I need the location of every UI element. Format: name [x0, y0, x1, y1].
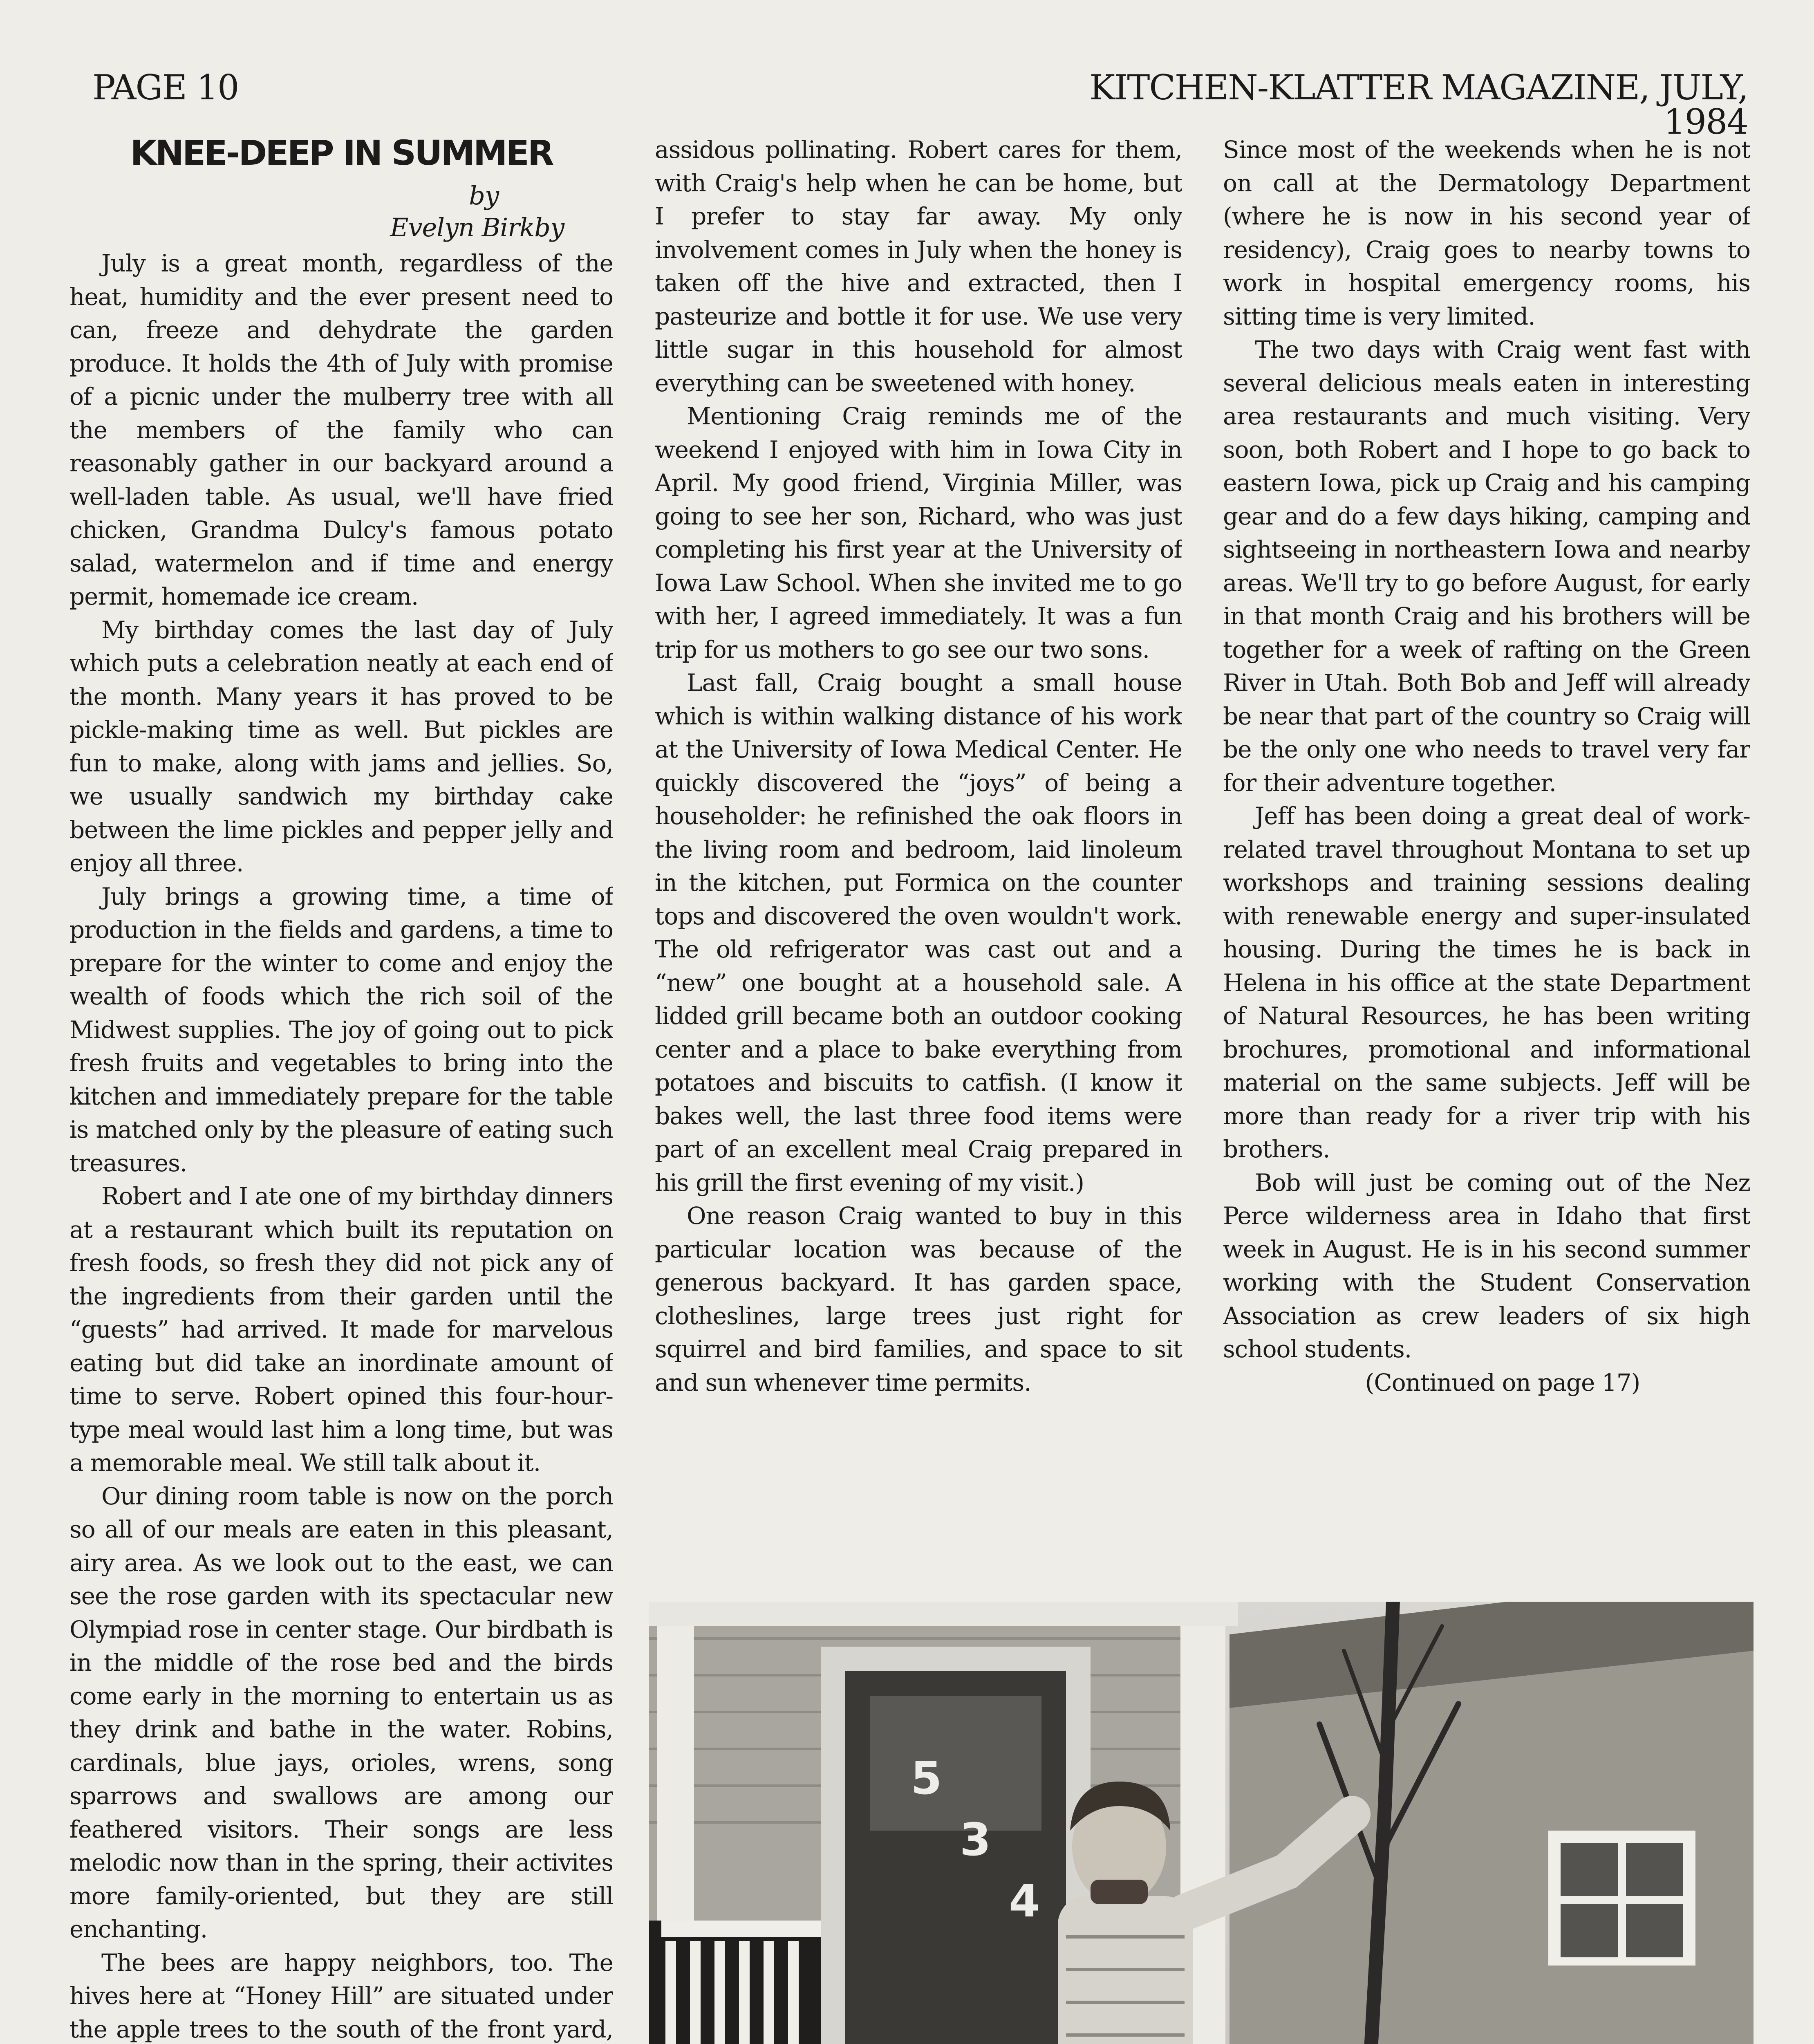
house-photo-illustration	[649, 1602, 1754, 2044]
paragraph: Our dining room table is now on the porch so all of our meals are eaten in this pleasant, airy area. As we look out to the east, we can see the rose garden with its spectacular new Olympiad rose in center stage. Our birdbath is in the middle of the rose bed and the birds come early in the morning to entertain us as they drink and bathe in the water. Robins, cardinals, blue jays, orioles, wrens, song sparrows and swallows are among our feathered visitors. Their songs are less melodic now than in the spring, their activites more family-oriented, but they are still enchanting.	[69, 1482, 613, 1943]
paragraph: The two days with Craig went fast with several delicious meals eaten in interesting area restaurants and much visiting. Very soon, both Robert and I hope to go back to eastern Iowa, pick up Craig and his camping gear and do a few days hiking, camping and sightseeing in northeastern Iowa and nearby areas. We'll try to go before August, for early in that month Craig and his brothers will be together for a week of rafting on the Green River in Utah. Both Bob and Jeff will already be near that part of the country so Craig will be the only one who needs to travel very far for their adventure together.	[1223, 336, 1750, 797]
paragraph: The bees are happy neighbors, too. The hives here at “Honey Hill” are situated under the apple trees to the south of the front yard,	[69, 1948, 613, 2043]
paragraph: July is a great month, regardless of the heat, humidity and the ever present need to can, freeze and dehydrate the garden produce. It holds the 4th of July with promise of a picnic under the mulberry tree with all the members of the family who can reasonably gather in our backyard around a well-laden table. As usual, we'll have fried chicken, Grandma Dulcy's famous potato salad, watermelon and if time and energy permit, homemade ice cream.	[69, 249, 613, 610]
paragraph: assidous pollinating. Robert cares for them, with Craig's help when he can be home, but I prefer to stay far away. My only involvement comes in July when the honey is taken off the hive and extracted, then I pasteurize and bottle it for use. We use very little sugar in this household for almost everything can be sweetened with honey.	[655, 136, 1182, 397]
article-column-1	[69, 133, 613, 2044]
paragraph: My birthday comes the last day of July which puts a celebration neatly at each end of the month. Many years it has proved to be pickle-making time as well. But pickles are fun to make, along with jams and jellies. So, we usually sandwich my birthday cake between the lime pickles and pepper jelly and enjoy all three.	[69, 616, 613, 877]
continued-note: (Continued on page 17)	[1365, 1368, 1640, 1396]
magazine-running-head: KITCHEN-KLATTER MAGAZINE, JULY, 1984	[1089, 67, 1748, 142]
house-photo	[649, 1602, 1754, 2044]
paragraph: Bob will just be coming out of the Nez Perce wilderness area in Idaho that first week in August. He is in his second summer working with the Student Conservation Association as crew leaders of six high school students.	[1223, 1168, 1750, 1363]
paragraph: July brings a growing time, a time of production in the fields and gardens, a time to prepare for the winter to come and enjoy the wealth of foods which the rich soil of the Midwest supplies. The joy of going out to pick fresh fruits and vegetables to bring into the kitchen and immediately prepare for the table is matched only by the pleasure of eating such treasures.	[69, 882, 613, 1177]
paragraph: Since most of the weekends when he is not on call at the Dermatology Department (where he is now in his second year of residency), Craig goes to nearby towns to work in hospital emergency rooms, his sitting time is very limited.	[1223, 136, 1750, 330]
byline	[69, 180, 613, 244]
paragraph: Robert and I ate one of my birthday dinners at a restaurant which built its reputation on fresh foods, so fresh they did not pick any of the ingredients from their garden until the “guests” had arrived. It made for marvelous eating but did take an inordinate amount of time to serve. Robert opined this four-hour-type meal would last him a long time, but was a memorable meal. We still talk about it.	[69, 1182, 613, 1477]
paragraph: Mentioning Craig reminds me of the weekend I enjoyed with him in Iowa City in April. My good friend, Virginia Miller, was going to see her son, Richard, who was just completing his first year at the University of Iowa Law School. When she invited me to go with her, I agreed immediately. It was a fun trip for us mothers to go see our two sons.	[655, 402, 1182, 663]
paragraph: Last fall, Craig bought a small house which is within walking distance of his work at the University of Iowa Medical Center. He quickly discovered the “joys” of being a householder: he refinished the oak floors in the living room and bedroom, laid linoleum in the kitchen, put Formica on the counter tops and discovered the oven wouldn't work. The old refrigerator was cast out and a “new” one bought at a household sale. A lidded grill became both an outdoor cooking center and a place to bake everything from potatoes and biscuits to catfish. (I know it bakes well, the last three food items were part of an excellent meal Craig prepared in his grill the first evening of my visit.)	[655, 669, 1182, 1197]
house-number-4: 4	[1009, 1875, 1040, 1927]
article-title: KNEE-DEEP IN SUMMER	[130, 133, 553, 173]
paragraph: Jeff has been doing a great deal of work-related travel throughout Montana to set up workshops and training sessions dealing with renewable energy and super-insulated housing. During the times he is back in Helena in his office at the state Department of Natural Resources, he has been writing brochures, promotional and informational material on the same subjects. Jeff will be more than ready for a river trip with his brothers.	[1223, 802, 1750, 1163]
article-column-3	[1223, 133, 1750, 1572]
byline-author: Evelyn Birkby	[390, 213, 564, 242]
byline-by: by	[469, 181, 499, 211]
paragraph: One reason Craig wanted to buy in this particular location was because of the generous backyard. It has garden space, clotheslines, large trees just right for squirrel and bird families, and space to sit and sun whenever time permits.	[655, 1202, 1182, 1396]
page-number: PAGE 10	[92, 67, 239, 108]
house-number-3: 3	[960, 1813, 991, 1866]
article-column-2	[655, 133, 1182, 1572]
house-number-5: 5	[911, 1752, 942, 1804]
